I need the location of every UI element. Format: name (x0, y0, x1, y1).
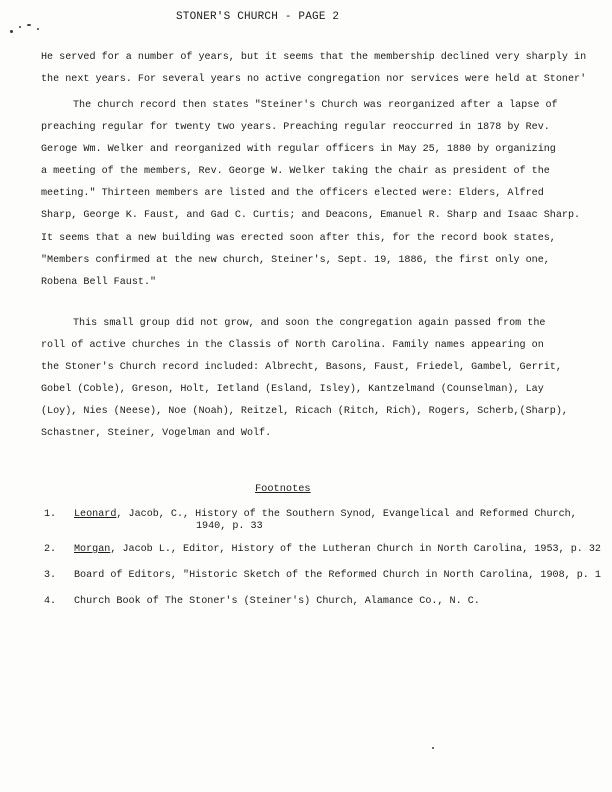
paragraph-line: roll of active churches in the Classis of North Carolina. Family names appearing on (41, 340, 544, 352)
paragraph-line: It seems that a new building was erected soon after this, for the record book states, (41, 232, 556, 244)
scan-speck (432, 747, 434, 749)
paragraph-line: The church record then states "Steiner's Church was reorganized after a lapse of (73, 100, 558, 111)
footnote-number: 2. (44, 544, 57, 555)
paragraph-line: (Loy), Nies (Neese), Noe (Noah), Reitzel, Ricach (Ritch, Rich), Rogers, Scherb,(Sharp), (41, 406, 568, 418)
paragraph-line: He served for a number of years, but it seems that the membership declined very sharply in (41, 52, 587, 63)
paragraph-line: Sharp, George K. Faust, and Gad C. Curtis; and Deacons, Emanuel R. Sharp and Isaac Sharp. (41, 210, 581, 222)
paragraph-line: Robena Bell Faust." (41, 276, 157, 288)
footnote-citation: , Jacob, C., History of the Southern Synod, Evangelical and Reformed Church, (116, 509, 577, 520)
paragraph-line: the Stoner's Church record included: Albrecht, Basons, Faust, Friedel, Gambel, Gerrit, (41, 362, 562, 374)
paragraph-line: the next years. For several years no active congregation nor services were held at Stoner' (41, 74, 587, 86)
paragraph-line: Gobel (Coble), Greson, Holt, Ietland (Esland, Isley), Kantzelmand (Counselman), Lay (41, 384, 544, 396)
paragraph-line: "Members confirmed at the new church, Steiner's, Sept. 19, 1886, the first only one, (41, 254, 550, 266)
paragraph-line: Schastner, Steiner, Vogelman and Wolf. (41, 428, 272, 440)
paragraph-line: a meeting of the members, Rev. George W. Welker taking the chair as president of the (41, 166, 550, 178)
footnote-text: Church Book of The Stoner's (Steiner's) Church, Alamance Co., N. C. (74, 596, 480, 607)
footnote-text (74, 509, 577, 520)
page-header: STONER'S CHURCH - PAGE 2 (176, 11, 340, 23)
footnote-author: Morgan (74, 544, 111, 555)
footnote-number: 3. (44, 570, 57, 581)
paragraph-line: meeting." Thirteen members are listed and the officers elected were: Elders, Alfred (41, 188, 544, 200)
footnotes-title: Footnotes (255, 483, 311, 495)
paragraph-2 (41, 95, 606, 294)
footnote-text: Board of Editors, "Historic Sketch of the Reformed Church in North Carolina, 1908, p. 1 (74, 570, 601, 581)
paragraph-line: Geroge Wm. Welker and reorganized with regular officers in May 25, 1880 by organizing (41, 144, 556, 156)
paragraph-1 (41, 47, 606, 91)
footnote-author: Leonard (74, 509, 117, 520)
footnote-text (74, 544, 601, 555)
footnote-number: 4. (44, 596, 57, 607)
paragraph-line: This small group did not grow, and soon the congregation again passed from the (73, 318, 546, 329)
paragraph-3 (41, 313, 606, 446)
footnote-continuation: 1940, p. 33 (196, 521, 263, 532)
footnote-number: 1. (44, 509, 57, 520)
footnote-citation: , Jacob L., Editor, History of the Lutheran Church in North Carolina, 1953, p. 32 (110, 544, 601, 555)
paragraph-line: preaching regular for twenty two years. Preaching regular reoccurred in 1878 by Rev. (41, 122, 550, 134)
